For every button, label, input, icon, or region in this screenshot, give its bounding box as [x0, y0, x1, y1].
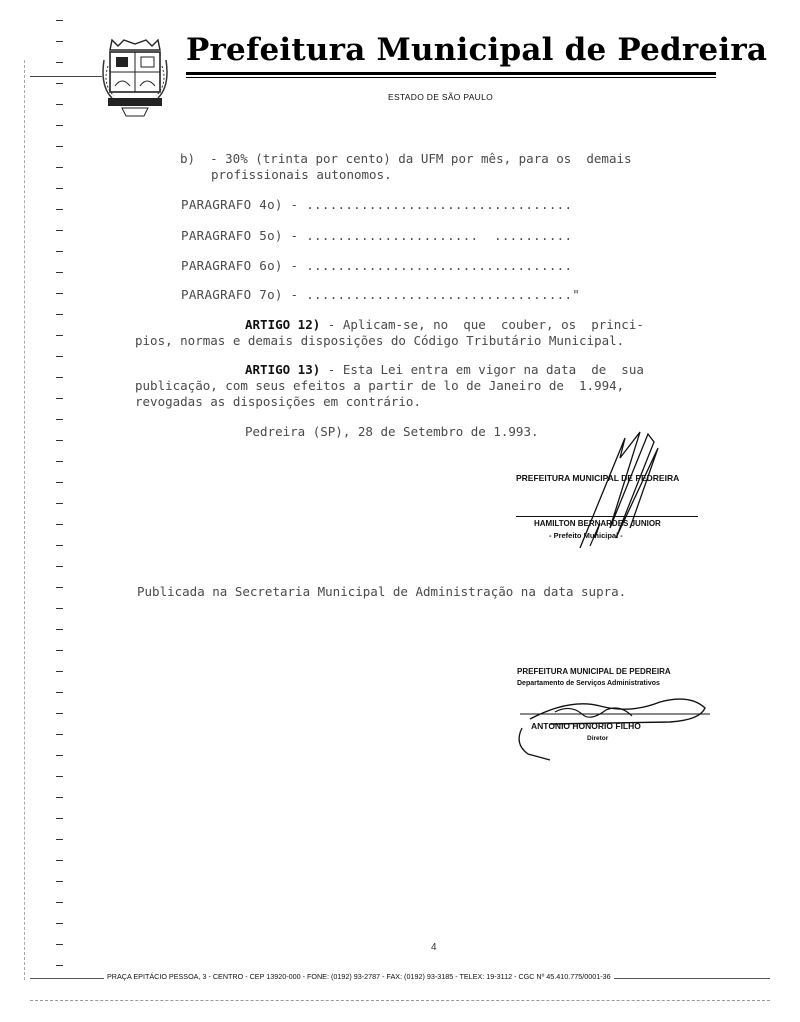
paragraph-6: [181, 258, 572, 274]
state-subtitle: ESTADO DE SÃO PAULO: [388, 92, 494, 102]
margin-tick: [56, 83, 63, 84]
margin-tick: [56, 314, 63, 315]
margin-tick: [56, 41, 63, 42]
margin-tick: [56, 545, 63, 546]
paragraph-4: [181, 197, 572, 213]
paragraph-leaders: ...................... ..........: [306, 228, 573, 243]
margin-tick: [56, 566, 63, 567]
paragraph-leaders: ..................................: [306, 197, 573, 212]
artigo-13-text: - Esta Lei entra em vigor na data de sua: [320, 362, 644, 377]
margin-tick: [56, 125, 63, 126]
margin-tick: [56, 440, 63, 441]
margin-tick: [56, 251, 63, 252]
margin-tick: [56, 209, 63, 210]
margin-tick: [56, 335, 63, 336]
item-b-line1: b) - 30% (trinta por cento) da UFM por mês, para os demais: [180, 151, 632, 166]
publication-note: Publicada na Secretaria Municipal de Administração na data supra.: [137, 584, 627, 599]
margin-tick: [56, 398, 63, 399]
margin-tick: [56, 482, 63, 483]
margin-line: [24, 60, 26, 980]
margin-tick: [56, 860, 63, 861]
header-left-rule: [30, 76, 102, 77]
signature2-org: PREFEITURA MUNICIPAL DE PEDREIRA: [517, 667, 671, 676]
margin-tick: [56, 965, 63, 966]
title-rule-thin: [186, 77, 716, 78]
margin-tick: [56, 356, 63, 357]
paragraph-label: PARAGRAFO 4o) -: [181, 197, 307, 212]
margin-tick: [56, 146, 63, 147]
margin-tick: [56, 797, 63, 798]
margin-marks: [56, 20, 70, 980]
page-number: 4: [431, 942, 437, 953]
margin-tick: [56, 650, 63, 651]
paragraph-label: PARAGRAFO 7o) -: [181, 287, 307, 302]
artigo-12-line2: pios, normas e demais disposições do Código Tributário Municipal.: [135, 333, 625, 348]
signature2-role: Diretor: [587, 735, 609, 742]
signature1-name: HAMILTON BERNARDES JUNIOR: [534, 519, 661, 528]
artigo-13-line1: [245, 362, 644, 378]
paragraph-leaders: ..................................": [306, 287, 581, 302]
margin-tick: [56, 293, 63, 294]
margin-tick: [56, 923, 63, 924]
artigo-12-line1: [245, 317, 644, 333]
artigo-12-text: - Aplicam-se, no que couber, os princi-: [320, 317, 644, 332]
margin-tick: [56, 713, 63, 714]
paragraph-label: PARAGRAFO 5o) -: [181, 228, 307, 243]
paragraph-5: [181, 228, 572, 244]
artigo-13-line3: revogadas as disposições em contrário.: [135, 394, 421, 409]
margin-tick: [56, 734, 63, 735]
margin-tick: [56, 461, 63, 462]
coat-of-arms-icon: [100, 36, 170, 120]
paragraph-leaders: ..................................: [306, 258, 573, 273]
margin-tick: [56, 188, 63, 189]
artigo-13-label: ARTIGO 13): [245, 362, 321, 377]
item-b-line2: profissionais autonomos.: [211, 167, 392, 182]
margin-tick: [56, 692, 63, 693]
margin-tick: [56, 587, 63, 588]
margin-tick: [56, 755, 63, 756]
paragraph-label: PARAGRAFO 6o) -: [181, 258, 307, 273]
page-title: Prefeitura Municipal de Pedreira: [186, 32, 768, 68]
margin-tick: [56, 839, 63, 840]
margin-tick: [56, 419, 63, 420]
signature1-role: - Prefeito Municipal -: [549, 531, 623, 540]
artigo-12-label: ARTIGO 12): [245, 317, 321, 332]
margin-tick: [56, 608, 63, 609]
margin-tick: [56, 776, 63, 777]
margin-tick: [56, 818, 63, 819]
signature1-rule: [516, 516, 698, 517]
bottom-dashed-rule: [30, 1000, 770, 1002]
title-rule: [186, 72, 716, 75]
margin-tick: [56, 944, 63, 945]
margin-tick: [56, 902, 63, 903]
signature2-dept: Departamento de Serviços Administrativos: [517, 680, 660, 687]
margin-tick: [56, 377, 63, 378]
paragraph-7: [181, 287, 580, 303]
margin-tick: [56, 20, 63, 21]
margin-tick: [56, 230, 63, 231]
signature2-name: ANTONIO HONORIO FILHO: [531, 721, 641, 731]
date-line: Pedreira (SP), 28 de Setembro de 1.993.: [245, 424, 539, 439]
footer-address: PRAÇA EPITÁCIO PESSOA, 3 - CENTRO - CEP 13920-000 - FONE: (0192) 93-2787 - FAX: (0192) 93-3185 - TELEX: 19-3112 - CGC Nº 45.410.775/0001-36: [104, 972, 614, 981]
margin-tick: [56, 524, 63, 525]
signature1-org: PREFEITURA MUNICIPAL DE PEDREIRA: [516, 473, 680, 483]
margin-tick: [56, 62, 63, 63]
margin-tick: [56, 671, 63, 672]
margin-tick: [56, 167, 63, 168]
margin-tick: [56, 503, 63, 504]
artigo-13-line2: publicação, com seus efeitos a partir de lo de Janeiro de 1.994,: [135, 378, 625, 393]
margin-tick: [56, 272, 63, 273]
margin-tick: [56, 881, 63, 882]
margin-tick: [56, 629, 63, 630]
margin-tick: [56, 104, 63, 105]
